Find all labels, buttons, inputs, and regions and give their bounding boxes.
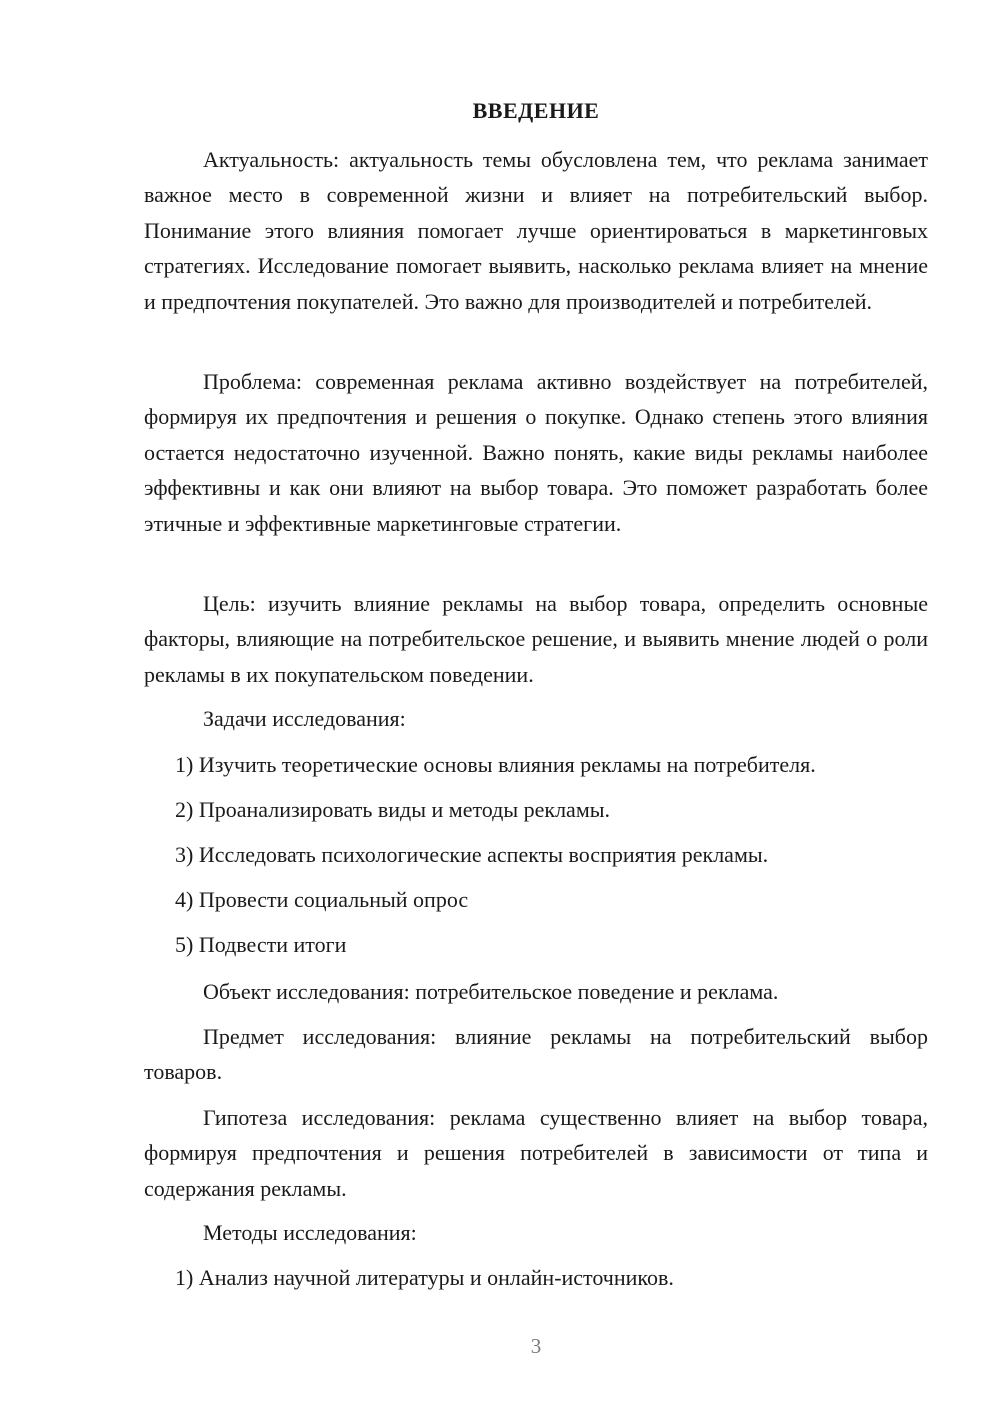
task-item: 2) Проанализировать виды и методы рекламы. [175, 797, 611, 822]
method-item: 1) Анализ научной литературы и онлайн-источников. [175, 1265, 674, 1290]
task-item: 1) Изучить теоретические основы влияния рекламы на потребителя. [175, 752, 816, 777]
paragraph-hypothesis: Гипотеза исследования: реклама существенно влияет на выбор товара, формируя предпочтения и решения потребителей в зависимости от типа и содержания рекламы. [144, 1105, 928, 1201]
task-item: 4) Провести социальный опрос [175, 887, 469, 912]
paragraph-relevance: Актуальность: актуальность темы обусловлена тем, что реклама занимает важное место в современной жизни и влияет на потребительский выбор. Понимание этого влияния помогает лучше ориентироваться в маркетинговых стратегиях. Исследование помогает выявить, насколько реклама влияет на мнение и предпочтения покупателей. Это важно для производителей и потребителей. [144, 147, 928, 314]
task-item: 3) Исследовать психологические аспекты восприятия рекламы. [175, 842, 769, 867]
page-number: 3 [530, 1334, 542, 1358]
page-title: ВВЕДЕНИЕ [472, 98, 600, 123]
paragraph-object: Объект исследования: потребительское поведение и реклама. [203, 979, 779, 1004]
tasks-title: Задачи исследования: [203, 706, 406, 731]
paragraph-problem: Проблема: современная реклама активно воздействует на потребителей, формируя их предпочтения и решения о покупке. Однако степень этого влияния остается недостаточно изученной. Важно понять, какие виды рекламы наиболее эффективны и как они влияют на выбор товара. Это поможет разработать более этичные и эффективные маркетинговые стратегии. [144, 369, 928, 536]
task-item: 5) Подвести итоги [175, 932, 347, 957]
paragraph-goal: Цель: изучить влияние рекламы на выбор товара, определить основные факторы, влияющие на потребительское решение, и выявить мнение людей о роли рекламы в их покупательском поведении. [144, 591, 928, 687]
paragraph-subject: Предмет исследования: влияние рекламы на потребительский выбор товаров. [144, 1024, 928, 1085]
methods-title: Методы исследования: [203, 1220, 417, 1245]
